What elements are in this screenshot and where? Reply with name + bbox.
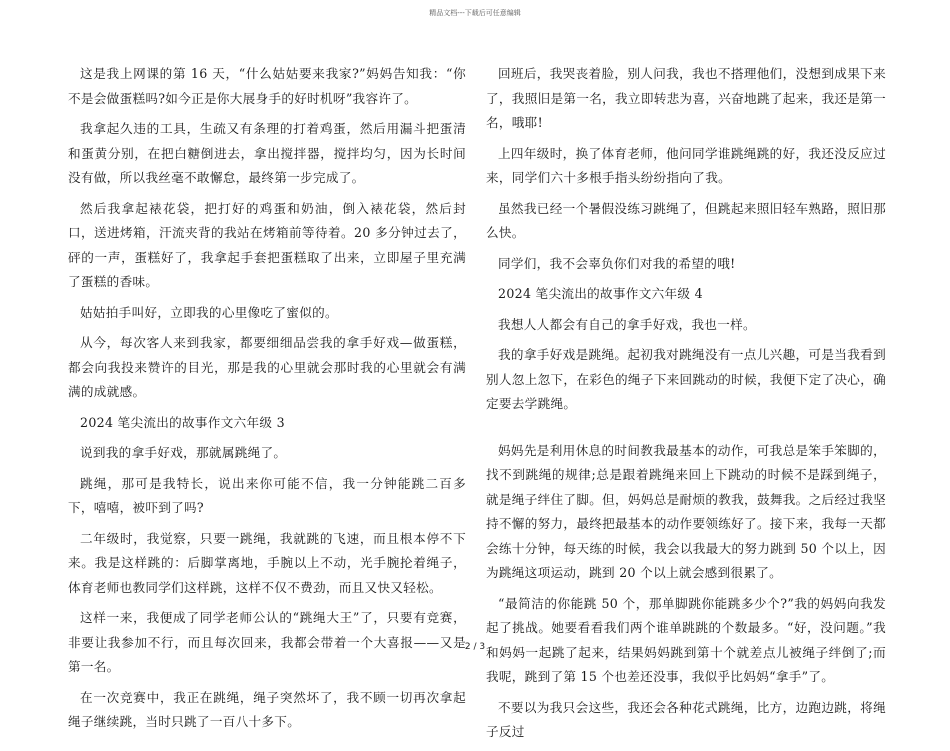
paragraph: 我拿起久违的工具，生疏又有条理的打着鸡蛋，然后用漏斗把蛋清和蛋黄分别，在把白糖倒进去，拿出搅拌器，搅拌均匀，因为长时间没有做，所以我丝毫不敢懈怠，最终第一步完成了。: [68, 121, 466, 185]
paragraph: 不要以为我只会这些，我还会各种花式跳绳，比方，边跑边跳，将绳子反过: [486, 699, 886, 739]
paragraph: 从今，每次客人来到我家，都要细细品尝我的拿手好戏—做蛋糕，都会向我投来赞许的目光，那是我的心里就会那时我的心里就会有满满的成就感。: [68, 335, 466, 399]
paragraph: 这是我上网课的第 16 天，“什么姑姑要来我家?”妈妈告知我：“你不是会做蛋糕吗?如今正是你大展身手的好时机呀”我容许了。: [68, 66, 466, 106]
paragraph: 姑姑拍手叫好，立即我的心里像吃了蜜似的。: [80, 304, 338, 320]
paragraph: 我的拿手好戏是跳绳。起初我对跳绳没有一点儿兴趣，可是当我看到别人忽上忽下，在彩色的绳子下来回跳动的时候，我便下定了决心，确定要去学跳绳。: [486, 347, 886, 411]
paragraph: 二年级时，我觉察，只要一跳绳，我就跳的飞速，而且根本停不下来。我是这样跳的：后脚掌离地，手腕以上不动，光手腕抡着绳子，体育老师也教同学们这样跳，这样不仅不费劲，而且又快又轻松。: [68, 530, 466, 595]
section-heading: 2024 笔尖流出的故事作文六年级 3: [80, 414, 285, 430]
page-number: 2 / 3: [464, 642, 486, 652]
paragraph: 妈妈先是利用休息的时间教我最基本的动作，可我总是笨手笨脚的，找不到跳绳的规律;总是跟着跳绳来回上下跳动的时候不是踩到绳子，就是绳子绊住了脚。但，妈妈总是耐烦的教我，鼓舞我。之后经过我坚持不懈的努力，最终把最基本的动作要领练好了。接下来，我每一天都会练十分钟，每天练的时候，我会以我最大的努力跳到 50 个以上，因为跳绳这项运动，跳到 20 个以上就会感到很累了。: [486, 442, 886, 580]
paragraph: 我想人人都会有自己的拿手好戏，我也一样。: [498, 316, 756, 332]
paragraph: 同学们，我不会辜负你们对我的希望的哦!: [498, 255, 736, 271]
section-heading: 2024 笔尖流出的故事作文六年级 4: [498, 286, 703, 301]
page-header: 精品文档---下载后可任意编辑: [429, 9, 521, 17]
paragraph: 回班后，我哭丧着脸，别人问我，我也不搭理他们，没想到成果下来了，我照旧是第一名，我立即转悲为喜，兴奋地跳了起来，我还是第一名，哦耶!: [486, 66, 886, 130]
paragraph: 说到我的拿手好戏，那就属跳绳了。: [80, 445, 287, 460]
paragraph: 上四年级时，换了体育老师，他问同学谁跳绳跳的好，我还没反应过来，同学们六十多根手指头纷纷指向了我。: [486, 145, 886, 185]
paragraph: “最简洁的你能跳 50 个，那单脚跳你能跳多少个?”我的妈妈向我发起了挑战。她要看看我们两个谁单跳跳的个数最多。“好，没问题。”我和妈妈一起跳了起来，结果妈妈跳到第十个就差点儿被绳子绊倒了;而我呢，跳到了第 15 个也差还没事，我似乎比妈妈“拿手”了。: [486, 595, 886, 684]
paragraph: 跳绳，那可是我特长，说出来你可能不信，我一分钟能跳二百多下，嘻嘻，被吓到了吗?: [68, 475, 466, 515]
paragraph: 这样一来，我便成了同学老师公认的“跳绳大王”了，只要有竞赛，非要让我参加不行，而且每次回来，我都会带着一个大喜报——又是第一名。: [68, 610, 466, 674]
left-column: [68, 62, 466, 741]
paragraph: 在一次竞赛中，我正在跳绳，绳子突然坏了，我不顾一切再次拿起绳子继续跳，当时只跳了一百八十多下。: [68, 689, 466, 729]
paragraph: 然后我拿起裱花袋，把打好的鸡蛋和奶油，倒入裱花袋，然后封口，送进烤箱，汗流夹背的我站在烤箱前等待着。20 多分钟过去了，砰的一声，蛋糕好了，我拿起手套把蛋糕取了出来，立即屋子里充满了蛋糕的香味。: [68, 200, 466, 289]
paragraph: 虽然我已经一个暑假没练习跳绳了，但跳起来照旧轻车熟路，照旧那么快。: [486, 200, 886, 240]
